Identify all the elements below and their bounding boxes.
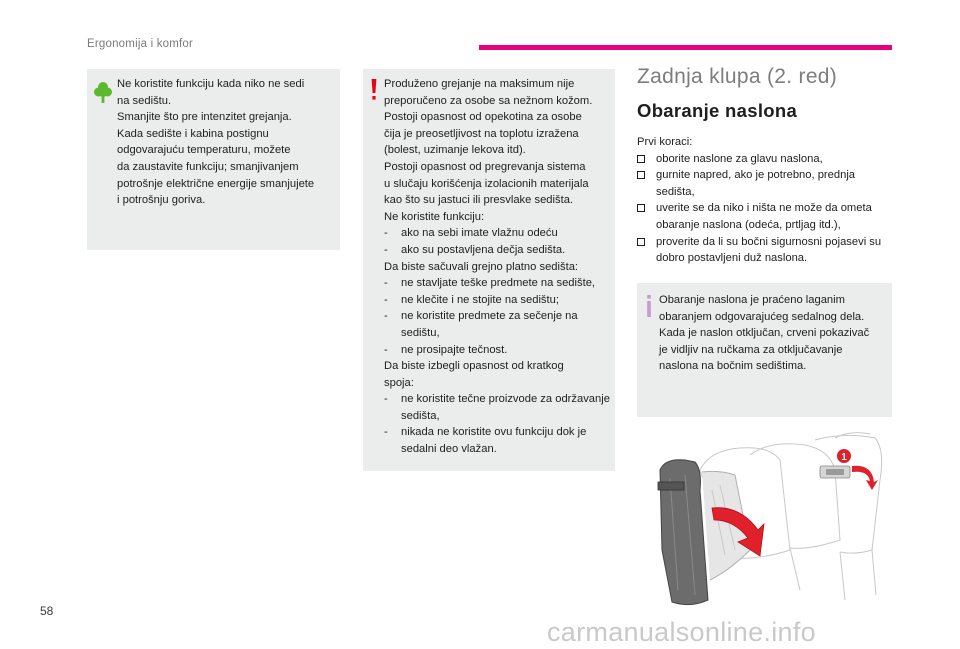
warning-line: čija je preosetljivost na toplotu izražena (384, 127, 579, 140)
warning-line: (bolest, uzimanje lekova itd). (384, 144, 526, 157)
info-note-text (659, 292, 889, 375)
warning-line: preporučeno za osobe sa nežnom kožom. (384, 94, 593, 107)
section-subtitle: Obaranje naslona (637, 100, 798, 121)
dash-mark: - (384, 426, 388, 439)
step-item (637, 151, 892, 168)
checkbox-icon (637, 238, 645, 246)
eco-note-box (87, 69, 340, 250)
warning-list-item (384, 424, 612, 457)
page-number: 58 (40, 604, 54, 618)
eco-line: Kada sedište i kabina postignu (117, 127, 269, 140)
warning-list-text: ne koristite tečne proizvode za održavanje sedišta, (401, 393, 610, 422)
dash-mark: - (384, 310, 388, 323)
step-item (637, 234, 892, 267)
warning-list-item (384, 242, 612, 259)
warning-list-text: ne stavljate teške predmete na sedište, (401, 277, 596, 290)
page-title: Zadnja klupa (2. red) (637, 65, 838, 88)
dash-mark: - (384, 343, 388, 356)
warning-line: Produženo grejanje na maksimum nije (384, 78, 575, 90)
warning-list-item (384, 292, 612, 309)
eco-line: Smanjite što pre intenzitet grejanja. (117, 111, 292, 124)
eco-line: na sedištu. (117, 94, 172, 107)
warning-list-item (384, 391, 612, 424)
dash-mark: - (384, 293, 388, 306)
info-icon (646, 295, 652, 317)
callout-number: 1 (841, 452, 847, 463)
leaf-icon (94, 81, 112, 103)
warning-list-text: ne koristite predmete za sečenje na sedištu, (401, 310, 578, 339)
eco-line: potrošnje električne energije smanjujete (117, 177, 315, 190)
header-accent-bar (479, 45, 892, 50)
warning-line: Postoji opasnost od pregrevanja sistema (384, 160, 586, 173)
info-line: Kada je naslon otključan, crveni pokazivač (659, 327, 870, 340)
warning-list-text: nikada ne koristite ovu funkciju dok je sedalni deo vlažan. (401, 426, 587, 456)
warning-list-item (384, 275, 612, 292)
warning-list-item (384, 342, 612, 359)
steps-list (637, 134, 892, 267)
step-item (637, 200, 892, 233)
info-note-box (637, 283, 892, 417)
info-line: obaranjem odgovarajućeg sedalnog dela. (659, 310, 865, 323)
steps-intro: Prvi koraci: (637, 136, 693, 148)
section-label: Ergonomija i komfor (87, 38, 194, 50)
checkbox-icon (637, 171, 645, 179)
folded-seat-back (658, 460, 750, 605)
dash-mark: - (384, 393, 388, 406)
eco-note-text (117, 76, 337, 209)
info-line: Obaranje naslona je praćeno laganim (659, 294, 845, 306)
checkbox-icon (637, 155, 645, 163)
dash-mark: - (384, 227, 388, 240)
warning-list-text: ako su postavljena dečja sedišta. (401, 243, 566, 256)
warning-line: Da biste izbegli opasnost od kratkog (384, 360, 564, 373)
step-text: proverite da li su bočni sigurnosni pojasevi su dobro postavljeni duž naslona. (656, 235, 882, 265)
warning-line: Postoji opasnost od opekotina za osobe (384, 111, 582, 124)
warning-list-text: ako na sebi imate vlažnu odeću (401, 227, 558, 240)
step-text: oborite naslone za glavu naslona, (656, 152, 823, 165)
dash-mark: - (384, 243, 388, 256)
checkbox-icon (637, 204, 645, 212)
step-text: gurnite napred, ako je potrebno, prednja sedišta, (656, 169, 856, 198)
step-text: uverite se da niko i ništa ne može da ometa obaranje naslona (odeća, prtljag itd.), (656, 202, 872, 231)
warning-note-text (384, 76, 612, 458)
warning-list-text: ne klečite i ne stojite na sedištu; (401, 293, 559, 306)
info-line: naslona na bočnim sedištima. (659, 360, 807, 373)
exclamation-icon (371, 79, 377, 101)
eco-line: odgovarajuću temperaturu, možete (117, 144, 291, 157)
warning-list-item (384, 225, 612, 242)
seat-fold-illustration (640, 430, 890, 610)
warning-list-text: ne prosipajte tečnost. (401, 343, 508, 356)
dash-mark: - (384, 277, 388, 290)
eco-line: Ne koristite funkciju kada niko ne sedi (117, 78, 305, 90)
warning-line: Da biste sačuvali grejno platno sedišta: (384, 260, 579, 273)
info-line: je vidljiv na ručkama za otključavanje (659, 343, 843, 356)
warning-note-box (363, 69, 615, 471)
warning-line: kao što su jastuci ili presvlake sedišta. (384, 194, 574, 207)
warning-line: Ne koristite funkciju: (384, 210, 485, 223)
watermark: carmanualsonline.info (547, 617, 816, 647)
warning-line: spoja: (384, 376, 414, 389)
eco-line: i potrošnju goriva. (117, 194, 206, 207)
step-item (637, 167, 892, 200)
warning-list-item (384, 308, 612, 341)
eco-line: da zaustavite funkciju; smanjivanjem (117, 160, 299, 173)
warning-line: u slučaju korišćenja izolacionih materijala (384, 177, 589, 190)
unlock-handle-detail (820, 466, 878, 490)
